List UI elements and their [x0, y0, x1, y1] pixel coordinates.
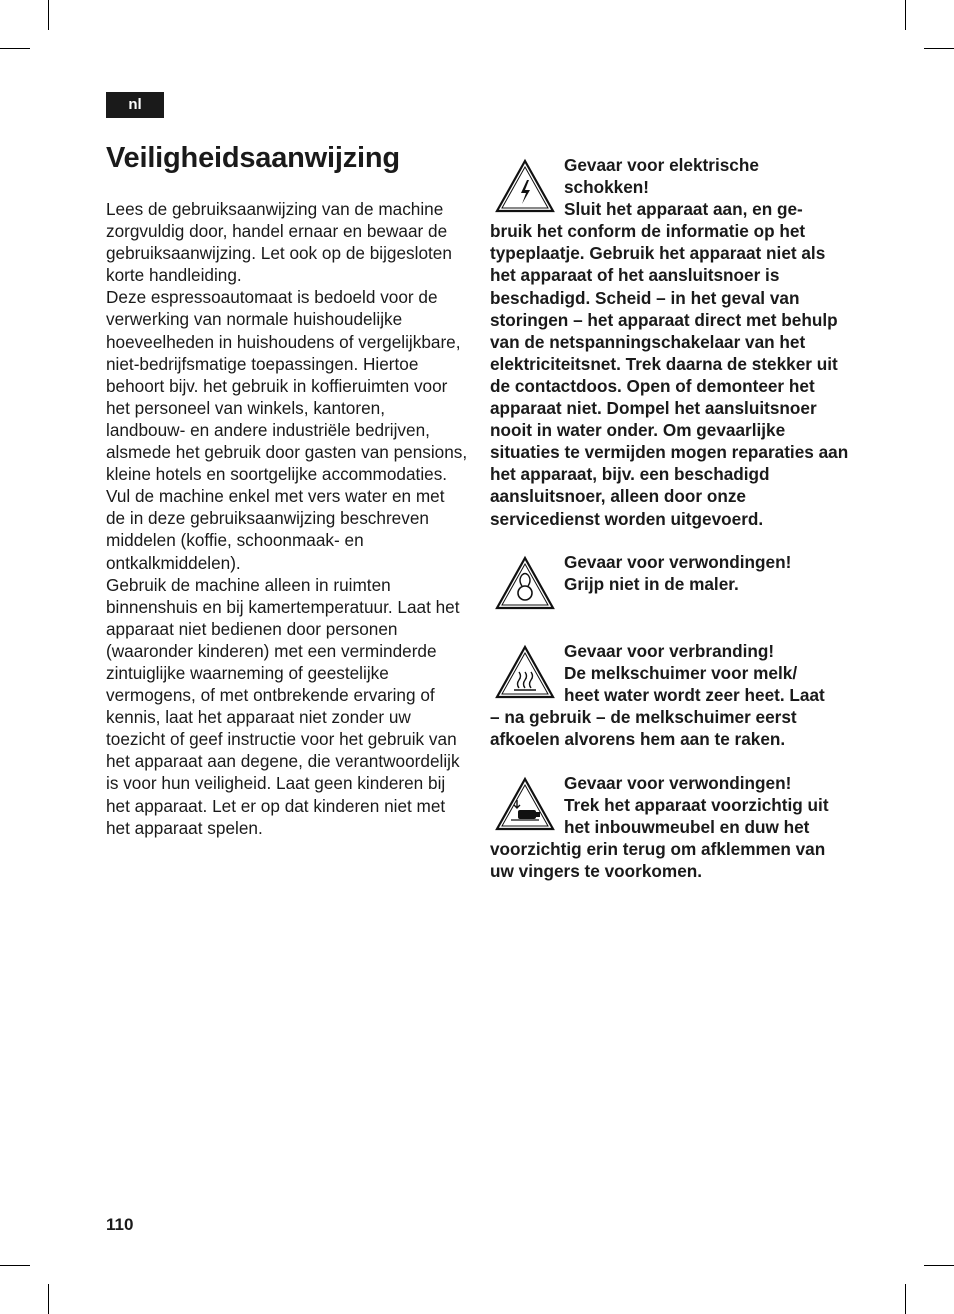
warning-text: Grijp niet in de maler.	[564, 574, 739, 595]
warning-heading: Gevaar voor verwondingen!	[564, 552, 792, 572]
crop-mark	[48, 1284, 49, 1314]
intro-text	[106, 198, 468, 839]
warning-text: heet water wordt zeer heet. Laat	[564, 685, 825, 706]
electric-shock-warning-icon	[494, 158, 556, 214]
hot-surface-warning-icon	[494, 644, 556, 700]
warning-grinder	[490, 551, 852, 611]
intro-paragraph: Vul de machine enkel met vers water en met de in deze gebruiksaanwijzing beschreven middelen (koffie, schoonmaak- en ontkalkmiddelen).	[106, 486, 445, 573]
hand-crush-warning-icon	[494, 776, 556, 832]
warning-burn	[490, 640, 852, 750]
warning-hand-crush	[490, 772, 852, 882]
grinder-injury-warning-icon	[494, 555, 556, 611]
intro-paragraph: Deze espressoautomaat is bedoeld voor de verwerking van normale huishoudelijke hoeveelheden in huishoudens of vergelijkbare, niet-bedrijfsmatige toepassingen. Hiertoe behoort bijv. het gebruik in koffieruimten voor het personeel van winkels, kantoren, landbouw- en andere industriële bedrijven, alsmede het gebruik door gasten van pensions, kleine hotels en soortgelijke accommodaties.	[106, 287, 468, 485]
warning-text: De melkschuimer voor melk/	[564, 663, 798, 684]
warning-heading: schokken!	[564, 177, 650, 198]
warning-text: Sluit het apparaat aan, en ge-	[564, 199, 803, 220]
page-title: Veiligheidsaanwijzing	[106, 142, 400, 174]
warning-text: bruik het conform de informatie op het typeplaatje. Gebruik het apparaat niet als het apparaat of het aansluitsnoer is beschadigd. Scheid – in het geval van storingen – het apparaat direct met behulp van de netspanningschakelaar van het elektriciteitsnet. Trek daarna de stekker uit de contactdoos. Open of demonteer het apparaat niet. Dompel het aansluitsnoer nooit in water onder. Om gevaarlijke situaties te vermijden mogen reparaties aan het apparaat, bijv. een beschadigd aansluitsnoer, alleen door onze servicedienst worden uitgevoerd.	[490, 221, 849, 529]
warning-heading: Gevaar voor verbranding!	[564, 641, 775, 661]
warning-electric-shock	[490, 154, 852, 530]
language-tab: nl	[106, 92, 164, 118]
crop-mark	[0, 1265, 30, 1266]
crop-mark	[924, 1265, 954, 1266]
warning-text: het inbouwmeubel en duw het	[564, 817, 810, 838]
warning-text: voorzichtig erin terug om afklemmen van uw vingers te voorkomen.	[490, 839, 826, 882]
warning-heading: Gevaar voor elektrische	[564, 155, 759, 175]
warning-heading: Gevaar voor verwondingen!	[564, 773, 792, 793]
crop-mark	[905, 1284, 906, 1314]
intro-paragraph: Lees de gebruiksaanwijzing van de machine zorgvuldig door, handel ernaar en bewaar de gebruiksaanwijzing. Let ook op de bijgesloten korte handleiding.	[106, 199, 452, 286]
page-number: 110	[106, 1215, 134, 1234]
crop-mark	[0, 48, 30, 49]
crop-mark	[48, 0, 49, 30]
warning-text: – na gebruik – de melkschuimer eerst afkoelen alvorens hem aan te raken.	[490, 707, 797, 750]
crop-mark	[905, 0, 906, 30]
warning-text: Trek het apparaat voorzichtig uit	[564, 795, 829, 816]
crop-mark	[924, 48, 954, 49]
intro-paragraph: Gebruik de machine alleen in ruimten binnenshuis en bij kamertemperatuur. Laat het apparaat niet bedienen door personen (waaronder kinderen) met een verminderde zintuiglijke waarneming of geestelijke vermogens, of met ontbrekende ervaring of kennis, laat het apparaat niet zonder uw toezicht of geef instructie voor het gebruik van het apparaat aan degene, die verantwoordelijk is voor hun veiligheid. Laat geen kinderen bij het apparaat. Let er op dat kinderen niet met het apparaat spelen.	[106, 574, 460, 838]
